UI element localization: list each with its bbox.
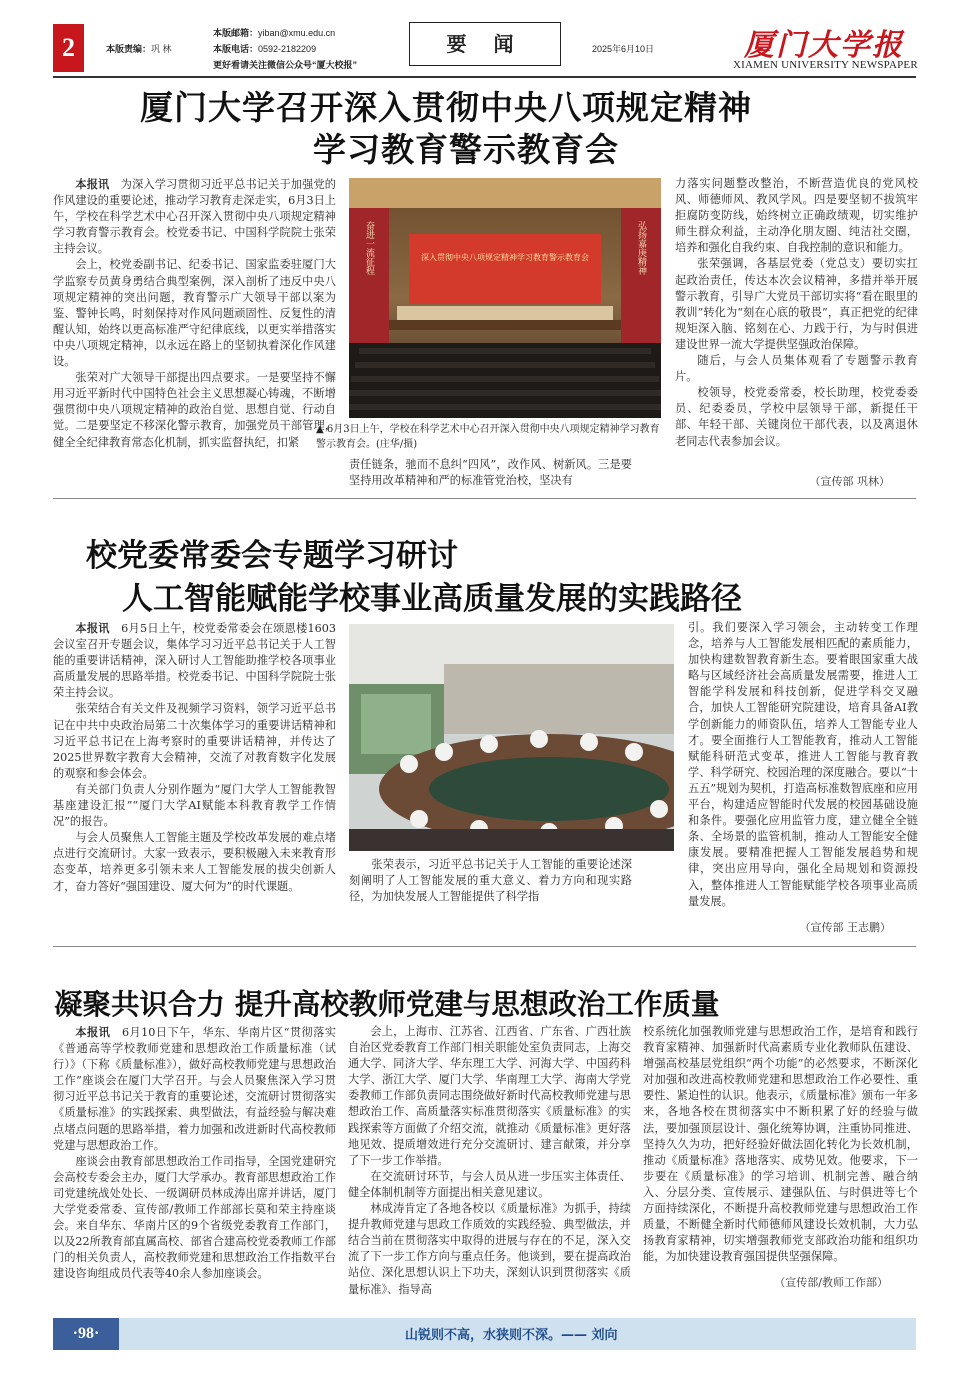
wechat-note: 更好看请关注微信公众号“厦大校报” bbox=[213, 60, 358, 70]
photo-right-slogan: 弘扬嘉庚精神 bbox=[636, 221, 646, 275]
email-line bbox=[213, 26, 335, 40]
paragraph: 责任链条，驰而不息纠“四风”，改作风、树新风。三是要坚持用改革精神和严的标准管党治校，坚决有 bbox=[349, 458, 632, 488]
issue-date: 2025年6月10日 bbox=[592, 44, 655, 54]
article1-col3 bbox=[675, 176, 918, 450]
article3-col3 bbox=[643, 1024, 918, 1265]
footer-quote: 山锐则不高，水狭则不深。—— 刘向 bbox=[405, 1328, 618, 1343]
article1-photo-caption: ▲ 6月3日上午，学校在科学艺术中心召开深入贯彻中央八项规定精神学习教育警示教育会。(庄华/摄) bbox=[316, 424, 660, 450]
editor-label: 本版责编： bbox=[106, 44, 152, 54]
paragraph: 张荣强调，各基层党委（党总支）要切实扛起政治责任，传达本次会议精神，多措并举开展警示教育，引导广大党员干部切实将“看在眼里的教训”转化为“刻在心底的敬畏”，真正把党的纪律规矩深入脑、铭刻在心、力践于行，为与时俱进建设世界一流大学提供坚强政治保障。 bbox=[675, 257, 918, 351]
article2-col3 bbox=[688, 620, 918, 910]
paragraph: 本报讯 6月10日下午，华东、华南片区“贯彻落实《普通高等学校教师党建和思想政治工作质量标准（试行）》（下称《质量标准》），做好高校教师党建与思想政治工作”座谈会在厦门大学召开。与会人员聚焦深入学习贯彻习近平总书记关于教育的重要论述，交流研讨贯彻落实《质量标准》的实践探索、典型做法，有益经验与解决难点堵点问题的思路举措，着力加强和改进新时代高校教师党建与思想政治工作。 bbox=[53, 1025, 336, 1152]
paper-logo: 厦门大学报 bbox=[744, 28, 904, 63]
paragraph: 在交流研讨环节，与会人员从进一步压实主体责任、健全体制机制等方面提出相关意见建议。 bbox=[348, 1169, 631, 1199]
paragraph: 校系统化加强教师党建与思想政治工作，是培育和践行教育家精神、加强新时代高素质专业化教师队伍建设、增强高校基层党组织“两个功能”的必然要求，不断深化对加强和改进高校教师党建和思想政治工作必要性、重要性、紧迫性的认识。他表示，《质量标准》颁布一年多来，各地各校在贯彻落实中不断积累了好的经验与做法，要加强顶层设计、强化统筹协调，注重协同推进、坚持久久为功，把好经验好做法固化转化为长效机制，推动《质量标准》落地落实、成势见效。他要求，下一步要在《质量标准》的学习培训、机制完善、融合纳入、分层分类、宣传展示、建强队伍、与时俱进等七个方面持续深化，不断提升高校教师党建与思想政治工作质量，不断健全新时代师德师风建设长效机制，大力弘扬教育家精神，切实增强教师党支部政治功能和组织功能，为加快建设教育强国提供坚强保障。 bbox=[643, 1025, 918, 1264]
auditorium-photo bbox=[349, 178, 661, 418]
editor-line bbox=[106, 42, 172, 56]
paragraph: 座谈会由教育部思想政治工作司指导，全国党建研究会高校专委会主办，厦门大学承办。教育部思想政治工作司党建统战处处长、一级调研员林成涛出席并讲话，厦门大学党委常委、宣传部/教师工作部部长莫和荣主持座谈会。来自华东、华南片区的9个省级党委教育工作部门，以及22所教育部直属高校、部省合建高校党委教师工作部门的相关负责人，高校教师党建和思想政治工作指数平台建设咨询组成员代表等40余人参加座谈会。 bbox=[53, 1154, 336, 1281]
article3-col1 bbox=[53, 1024, 336, 1283]
article1-title-line1: 厦门大学召开深入贯彻中央八项规定精神 bbox=[140, 88, 752, 127]
section-divider bbox=[53, 946, 916, 947]
section-divider bbox=[53, 498, 916, 499]
article2-title-line1: 校党委常委会专题学习研讨 bbox=[86, 538, 458, 574]
section-label: 要 闻 bbox=[409, 22, 561, 66]
article3-col2 bbox=[348, 1024, 631, 1298]
issue-number: ·98· bbox=[53, 1318, 119, 1350]
paragraph: 张荣对广大领导干部提出四点要求。一是要坚持不懈用习近平新时代中国特色社会主义思想凝心铸魂，不断增强贯彻中央八项规定精神的政治自觉、思想自觉、行动自觉。二是要坚定不移深化警示教育，加强党员干部管理，健全全纪律教育常态化机制，抓实监督执纪，扣紧 bbox=[53, 371, 336, 449]
article2-byline: （宣传部 王志鹏） bbox=[799, 921, 891, 934]
masthead-divider bbox=[53, 76, 916, 78]
paragraph: 张荣结合有关文件及视频学习资料，领学习近平总书记在中共中央政治局第二十次集体学习的重要讲话精神和习近平总书记在上海考察时的重要讲话精神，并传达了2025世界数字教育大会精神，交流了对教育数字化发展的观察和参会体会。 bbox=[53, 702, 336, 780]
phone-line bbox=[213, 42, 316, 56]
article1-title-line2: 学习教育警示教育会 bbox=[313, 130, 619, 169]
article2-title-line2: 人工智能赋能学校事业高质量发展的实践路径 bbox=[122, 581, 742, 617]
paper-name-en: XIAMEN UNIVERSITY NEWSPAPER bbox=[733, 59, 918, 71]
article3-byline: （宣传部/教师工作部） bbox=[774, 1276, 888, 1289]
photo-left-slogan: 奋进一流征程 bbox=[364, 221, 374, 275]
phone-value: 0592-2182209 bbox=[258, 44, 317, 54]
paragraph: 会上，上海市、江苏省、江西省、广东省、广西壮族自治区党委教育工作部门相关职能处室负责同志，上海交通大学、同济大学、华东理工大学、河海大学、中国药科大学、浙江大学、厦门大学、华南理工大学、海南大学党委教师工作部负责同志围绕做好新时代高校教师党建与思想政治工作、高质量落实标准贯彻落实《质量标准》的实践探索等方面做了介绍交流，就推动《质量标准》更好落地见效、提质增效进行充分交流研讨、建言献策，并分享了下一步工作举措。 bbox=[348, 1025, 631, 1167]
phone-label: 本版电话： bbox=[213, 44, 259, 54]
article3-title: 凝聚共识合力 提升高校教师党建与思想政治工作质量 bbox=[54, 987, 720, 1021]
paragraph: 校领导，校党委常委，校长助理，校党委委员、纪委委员，学校中层领导干部，新提任干部、年轻干部、关键岗位干部代表，以及离退休老同志代表参加会议。 bbox=[675, 386, 918, 448]
paragraph: 会上，校党委副书记、纪委书记、国家监委驻厦门大学监察专员黄身勇结合典型案例，深入剖析了违反中央八项规定精神的突出问题，教育警示广大领导干部以案为鉴、警钟长鸣，时刻保持对作风问题顽固性、反复性的清醒认知，始终以更高标准严守纪律底线，以更实举措落实中央八项规定精神，以永远在路上的坚韧执着深化作风建设。 bbox=[53, 258, 336, 369]
email-label: 本版邮箱： bbox=[213, 28, 259, 38]
article1-col1 bbox=[53, 176, 336, 451]
article2-col1 bbox=[53, 620, 336, 895]
paragraph: 本报讯 为深入学习贯彻习近平总书记关于加强党的作风建设的重要论述，推动学习教育走深走实，6月3日上午，学校在科学艺术中心召开深入贯彻中央八项规定精神学习教育警示教育会。校党委书记、中国科学院院士张荣主持会议。 bbox=[53, 177, 336, 256]
page-number: 2 bbox=[53, 24, 84, 72]
article1-photo bbox=[349, 178, 661, 418]
paragraph: 引。我们要深入学习领会，主动转变工作理念，培养与人工智能发展相匹配的素质能力，加快构建数智教育新生态。要着眼国家重大战略与区域经济社会高质量发展需要，推进人工智能学科发展和科技创新，促进学科交叉融合，加快人工智能研究院建设，培育具备AI教学创新能力的师资队伍，培养人工智能专业人才。要全面推行人工智能教育，推动人工智能赋能科研范式变革，推进人工智能与教育教学、科学研究、校园治理的深度融合。要以“十五五”规划为契机，打造高标准数智底座和应用平台，构建适应智能时代发展的校园基础设施和条件。要强化应用监管力度，建立健全全链条、全场景的监管机制，推动人工智能安全健康发展。要精准把握人工智能发展趋势和规律，突出应用导向，强化全局规划和资源投入，整体推进人工智能赋能学校各项事业高质量发展。 bbox=[688, 621, 918, 908]
meeting-room-photo bbox=[349, 624, 674, 851]
email-value: yiban@xmu.edu.cn bbox=[258, 28, 336, 38]
article2-col2-tail bbox=[349, 857, 632, 905]
paragraph: 随后，与会人员集体观看了专题警示教育片。 bbox=[675, 354, 918, 384]
article1-byline: （宣传部 巩林） bbox=[809, 475, 890, 488]
paragraph: 与会人员聚焦人工智能主题及学校改革发展的难点堵点进行交流研讨。大家一致表示，要积极融入未来教育形态变革，培养更多引领未来人工智能发展的拔尖创新人才，奋力答好“强国建设、厦大何为”的时代课题。 bbox=[53, 831, 336, 893]
paragraph: 林成涛肯定了各地各校以《质量标准》为抓手，持续提升教师党建与思政工作质效的实践经验、典型做法，并结合当前在贯彻落实中取得的进展与存在的不足，深入交流了下一步工作方向与重点任务。他谈到，要在提高政治站位、深化思想认识上下功夫，深刻认识到贯彻落实《质量标准》、指导高 bbox=[348, 1202, 631, 1296]
photo-banner: 深入贯彻中央八项规定精神学习教育警示教育会 bbox=[421, 253, 589, 262]
paragraph: 有关部门负责人分别作题为“厦门大学人工智能教智基座建设汇报”“厦门大学AI赋能本科教育教学工作情况”的报告。 bbox=[53, 782, 336, 829]
article2-photo bbox=[349, 624, 674, 851]
paragraph: 本报讯 6月5日上午，校党委常委会在颂恩楼1603会议室召开专题会议，集体学习习近平总书记关于人工智能的重要讲话精神，深入研讨人工智能助推学校各项事业高质量发展的思路举措。校党委书记、中国科学院院士张荣主持会议。 bbox=[53, 621, 336, 700]
article1-col2-tail bbox=[349, 457, 632, 489]
paragraph: 力落实问题整改整治，不断营造优良的党风校风、师德师风、教风学风。四是要坚韧不拔筑牢拒腐防变防线，始终树立正确政绩观，切实维护师生群众利益，主动净化朋友圈、纯洁社交圈，培养和强化自我约束、自我控制的意识和能力。 bbox=[675, 177, 918, 255]
editor-name: 巩 林 bbox=[151, 44, 172, 54]
paragraph: 张荣表示，习近平总书记关于人工智能的重要论述深刻阐明了人工智能发展的重大意义、着力方向和现实路径，为加快发展人工智能提供了科学指 bbox=[349, 858, 632, 904]
